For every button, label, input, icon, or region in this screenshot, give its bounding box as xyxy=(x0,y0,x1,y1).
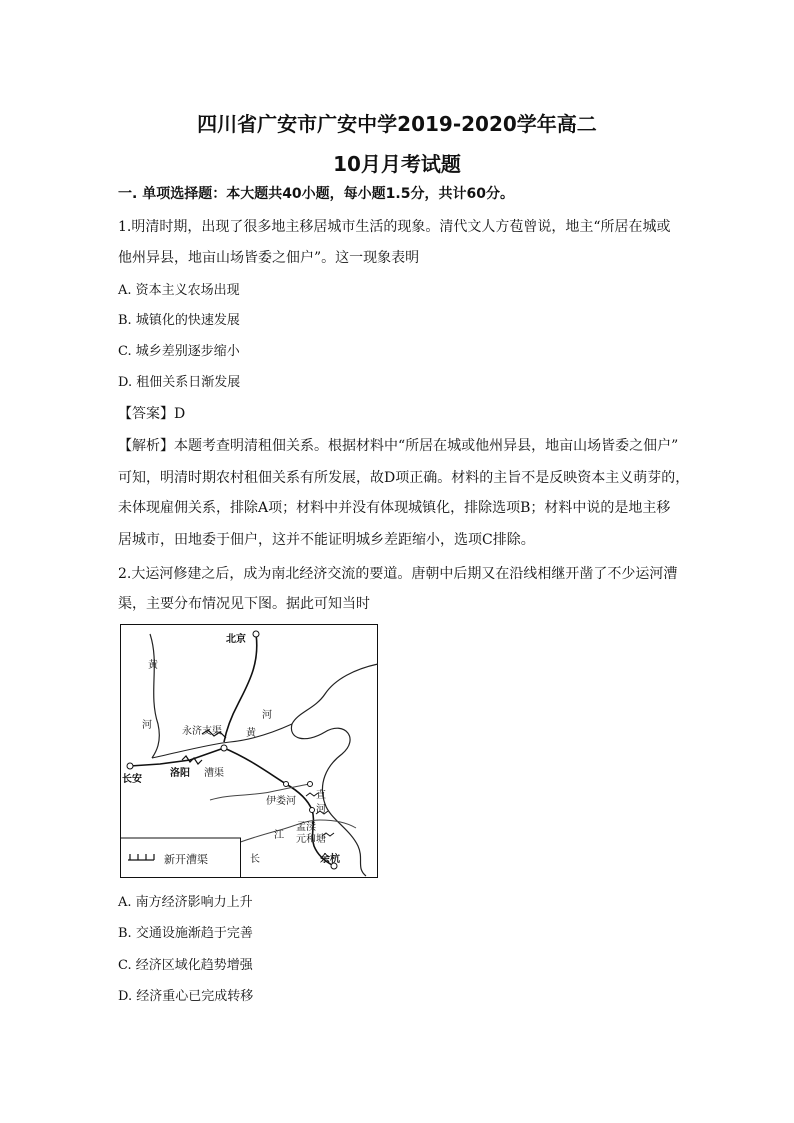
city-beijing-marker xyxy=(253,631,259,637)
label-mengdu: 孟渎 xyxy=(296,822,316,833)
q1-option-c: C. 城乡差别逐步缩小 xyxy=(118,344,240,359)
q1-analysis-line2: 可知，明清时期农村租佃关系有所发展，故D项正确。材料的主旨不是反映资本主义萌芽的， xyxy=(118,470,690,486)
label-chang: 长 xyxy=(250,854,260,865)
doc-title-line1: 四川省广安市广安中学2019-2020学年高二 xyxy=(197,112,597,136)
city-changan-marker xyxy=(127,763,133,769)
q1-option-a: A. 资本主义农场出现 xyxy=(118,283,240,298)
city-marker-2 xyxy=(308,782,313,787)
label-yongji: 永济支渠 xyxy=(182,726,222,737)
label-beijing: 北京 xyxy=(226,634,246,645)
q1-option-d: D. 租佃关系日渐发展 xyxy=(118,375,241,390)
q1-analysis-line1: 【解析】本题考查明清租佃关系。根据材料中“所居在城或他州异县，地亩山场皆委之佃户” xyxy=(118,438,679,454)
q1-stem-line1: 1.明清时期，出现了很多地主移居城市生活的现象。清代文人方苞曾说，地主“所居在城或 xyxy=(118,219,671,235)
label-he-3: 河 xyxy=(316,804,326,815)
section-heading: 一. 单项选择题：本大题共40小题，每小题1.5分，共计60分。 xyxy=(118,186,514,202)
q1-analysis-line3: 未体现雇佣关系，排除A项；材料中并没有体现城镇化，排除选项B；材料中说的是地主移 xyxy=(118,500,671,516)
doc-title-line2: 10月月考试题 xyxy=(333,152,461,176)
label-he-1: 河 xyxy=(142,720,152,731)
q2-option-c: C. 经济区域化趋势增强 xyxy=(118,958,253,973)
q1-answer: 【答案】D xyxy=(118,406,186,422)
canal-map xyxy=(120,624,378,878)
q2-option-b: B. 交通设施渐趋于完善 xyxy=(118,926,253,941)
q2-option-a: A. 南方经济影响力上升 xyxy=(118,895,253,910)
label-changan: 长安 xyxy=(122,774,142,785)
q2-stem-line1: 2.大运河修建之后，成为南北经济交流的要道。唐朝中后期又在沿线相继开凿了不少运河漕 xyxy=(118,566,678,582)
q2-option-d: D. 经济重心已完成转移 xyxy=(118,989,254,1004)
label-huang-1: 黄 xyxy=(148,660,158,671)
label-he-2: 河 xyxy=(262,710,272,721)
q1-stem-line2: 他州异县，地亩山场皆委之佃户”。这一现象表明 xyxy=(118,250,420,266)
label-yuanhe: 元和塘 xyxy=(296,834,326,845)
label-huang-2: 黄 xyxy=(246,728,256,739)
label-zhi: 直 xyxy=(316,790,326,801)
label-zhaqu: 漕渠 xyxy=(204,768,224,779)
q2-stem-line2: 渠，主要分布情况见下图。据此可知当时 xyxy=(118,596,370,612)
city-luoyang-marker xyxy=(221,745,227,751)
label-yuhang: 余杭 xyxy=(320,854,340,865)
label-luoyang: 洛阳 xyxy=(170,768,190,779)
label-jiang: 江 xyxy=(274,830,284,841)
q1-option-b: B. 城镇化的快速发展 xyxy=(118,313,240,328)
label-yilou: 伊娄河 xyxy=(266,796,296,807)
legend-label: 新开漕渠 xyxy=(164,853,208,866)
city-marker-1 xyxy=(284,782,289,787)
city-marker-3 xyxy=(310,808,315,813)
q1-analysis-line4: 居城市，田地委于佃户，这并不能证明城乡差距缩小，选项C排除。 xyxy=(118,532,535,548)
